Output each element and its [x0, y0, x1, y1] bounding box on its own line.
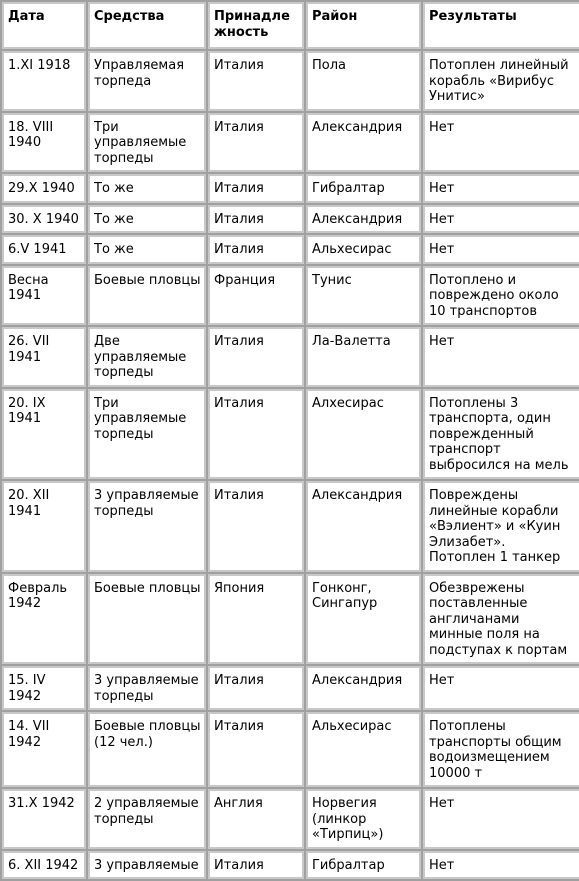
cell-owner: Италия [208, 389, 304, 480]
cell-area: Ла-Валетта [306, 327, 421, 387]
cell-area: Гонконг, Сингапур [306, 574, 421, 665]
cell-result: Нет [423, 327, 579, 387]
cell-date: 20. IX 1941 [2, 389, 86, 480]
cell-result: Обезврежены поставленные англичанами минные поля на подступах к портам [423, 574, 579, 665]
cell-means: 3 управляемые торпеды [88, 666, 206, 710]
cell-area: Тунис [306, 266, 421, 326]
cell-result: Потоплены транспорты общим водоизмещением 10000 т [423, 712, 579, 787]
cell-date: Весна 1941 [2, 266, 86, 326]
header-area: Район [306, 2, 421, 49]
cell-owner: Италия [208, 174, 304, 203]
table-row [2, 481, 579, 572]
cell-area: Александрия [306, 666, 421, 710]
header-row [2, 2, 579, 49]
cell-means: 2 управляемые торпеды [88, 789, 206, 849]
cell-result: Нет [423, 851, 579, 880]
cell-date: 15. IV 1942 [2, 666, 86, 710]
table-row [2, 789, 579, 849]
cell-means: То же [88, 235, 206, 264]
table-row [2, 327, 579, 387]
cell-result: Потоплен линейный корабль «Вирибус Унитис» [423, 51, 579, 111]
cell-date: 26. VII 1941 [2, 327, 86, 387]
table-row [2, 574, 579, 665]
cell-area: Александрия [306, 481, 421, 572]
table-row [2, 666, 579, 710]
cell-date: 14. VII 1942 [2, 712, 86, 787]
cell-result: Нет [423, 113, 579, 173]
cell-owner: Франция [208, 266, 304, 326]
cell-date: 1.XI 1918 [2, 51, 86, 111]
cell-date: Февраль 1942 [2, 574, 86, 665]
table-row [2, 712, 579, 787]
cell-means: Боевые пловцы [88, 266, 206, 326]
cell-means: Три управляемые торпеды [88, 389, 206, 480]
cell-owner: Италия [208, 113, 304, 173]
cell-date: 30. X 1940 [2, 205, 86, 234]
cell-area: Александрия [306, 205, 421, 234]
cell-result: Нет [423, 205, 579, 234]
table-row [2, 174, 579, 203]
cell-means: То же [88, 174, 206, 203]
cell-means: То же [88, 205, 206, 234]
cell-means: 3 управляемые [88, 851, 206, 880]
table-row [2, 113, 579, 173]
cell-area: Норвегия (линкор «Тирпиц») [306, 789, 421, 849]
cell-owner: Италия [208, 712, 304, 787]
cell-area: Альхесирас [306, 712, 421, 787]
cell-owner: Италия [208, 205, 304, 234]
cell-result: Потоплены 3 транспорта, один поврежденный транспорт выбросился на мель [423, 389, 579, 480]
cell-result: Нет [423, 174, 579, 203]
cell-result: Нет [423, 666, 579, 710]
table-row [2, 51, 579, 111]
cell-means: Две управляемые торпеды [88, 327, 206, 387]
cell-area: Александрия [306, 113, 421, 173]
table-row [2, 235, 579, 264]
cell-owner: Италия [208, 666, 304, 710]
cell-owner: Англия [208, 789, 304, 849]
cell-result: Нет [423, 789, 579, 849]
cell-area: Гибралтар [306, 851, 421, 880]
table-row [2, 205, 579, 234]
cell-owner: Япония [208, 574, 304, 665]
cell-means: Управляемая торпеда [88, 51, 206, 111]
cell-means: Боевые пловцы (12 чел.) [88, 712, 206, 787]
cell-area: Алхесирас [306, 389, 421, 480]
cell-result: Потоплено и повреждено около 10 транспортов [423, 266, 579, 326]
cell-area: Пола [306, 51, 421, 111]
cell-owner: Италия [208, 327, 304, 387]
cell-date: 6. XII 1942 [2, 851, 86, 880]
header-result: Результаты [423, 2, 579, 49]
table-row [2, 851, 579, 880]
cell-result: Нет [423, 235, 579, 264]
table-row [2, 389, 579, 480]
cell-area: Гибралтар [306, 174, 421, 203]
cell-owner: Италия [208, 851, 304, 880]
table-row [2, 266, 579, 326]
cell-date: 20. XII 1941 [2, 481, 86, 572]
cell-owner: Италия [208, 481, 304, 572]
cell-owner: Италия [208, 235, 304, 264]
header-owner: Принадлежность [208, 2, 304, 49]
header-date: Дата [2, 2, 86, 49]
cell-date: 6.V 1941 [2, 235, 86, 264]
cell-means: Три управляемые торпеды [88, 113, 206, 173]
header-means: Средства [88, 2, 206, 49]
cell-date: 31.X 1942 [2, 789, 86, 849]
cell-date: 29.X 1940 [2, 174, 86, 203]
cell-area: Альхесирас [306, 235, 421, 264]
cell-result: Повреждены линейные корабли «Вэлиент» и «Куин Элизабет». Потоплен 1 танкер [423, 481, 579, 572]
cell-means: 3 управляемые торпеды [88, 481, 206, 572]
cell-owner: Италия [208, 51, 304, 111]
cell-date: 18. VIII 1940 [2, 113, 86, 173]
cell-means: Боевые пловцы [88, 574, 206, 665]
